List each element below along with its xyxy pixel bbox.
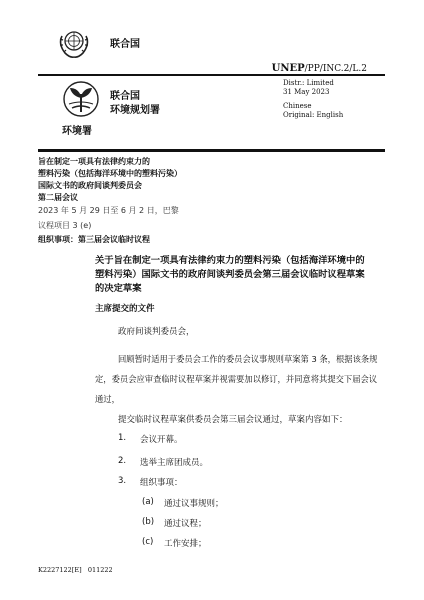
header-rule-top [38,74,385,76]
unep-name-line2: 环境规划署 [110,105,160,116]
paragraph-2-line3: 通过， [95,394,120,404]
list-item-text: 组织事项： [140,478,183,488]
agenda-item: 议程项目 3 (e) [38,221,92,230]
sub-item-text: 通过议事规则； [164,499,224,509]
committee-line3: 国际文书的政府间谈判委员会 [38,181,142,190]
paragraph-3: 提交临时议程草案供委员会第三届会议通过，草案内容如下： [118,415,348,425]
symbol-rest: /PP/INC.2/L.2 [304,64,367,74]
paragraph-2-line1: 回顾暂时适用于委员会工作的委员会议事规则草案第 3 条，根据该条规 [118,354,378,364]
original-language: Original: English [283,111,344,119]
header-rule-bottom [38,149,385,152]
list-item [118,476,318,490]
sub-item-number: (a) [142,497,154,507]
sub-list-item [142,517,342,531]
submitted-by: 主席提交的文件 [95,304,155,314]
language: Chinese [283,102,312,110]
footer-job-number: K2227122[E] 011222 [38,566,113,574]
list-item-text: 会议开幕。 [140,435,183,445]
list-item-number: 2. [118,456,127,466]
unep-name-line1: 联合国 [110,91,140,102]
un-emblem-logo [54,22,94,62]
list-item-number: 1. [118,433,127,443]
sub-item-text: 工作安排； [164,539,207,549]
title-line2: 塑料污染）国际文书的政府间谈判委员会第三届会议临时议程草案 [95,269,365,280]
list-item-text: 选举主席团成员。 [140,458,209,468]
title-line3: 的决定草案 [95,283,142,294]
committee-line2: 塑料污染（包括海洋环境中的塑料污染） [38,169,182,178]
unep-label: 环境署 [62,126,92,137]
sub-item-number: (b) [142,517,155,527]
symbol-main: UNEP [271,63,305,74]
session: 第二届会议 [38,193,78,202]
paragraph-1: 政府间谈判委员会， [118,327,195,337]
sub-list-item [142,497,342,511]
title-line1: 关于旨在制定一项具有法律约束力的塑料污染（包括海洋环境中的 [95,255,365,266]
un-name: 联合国 [110,39,140,50]
committee-line1: 旨在制定一项具有法律约束力的 [38,157,150,166]
document-symbol [272,63,367,74]
agenda-title: 组织事项：第三届会议临时议程 [38,235,150,244]
list-item [118,433,318,447]
sub-list-item [142,537,342,551]
issue-date: 31 May 2023 [283,88,330,96]
unep-emblem-logo [60,78,102,120]
distribution: Distr.: Limited [283,79,334,87]
list-item [118,456,318,470]
list-item-number: 3. [118,476,127,486]
paragraph-2-line2: 定，委员会应审查临时议程草案并视需要加以修订，并同意将其提交下届会议 [95,374,378,384]
sub-item-text: 通过议程； [164,519,207,529]
meeting-dates: 2023 年 5 月 29 日至 6 月 2 日，巴黎 [38,206,179,215]
sub-item-number: (c) [142,537,154,547]
